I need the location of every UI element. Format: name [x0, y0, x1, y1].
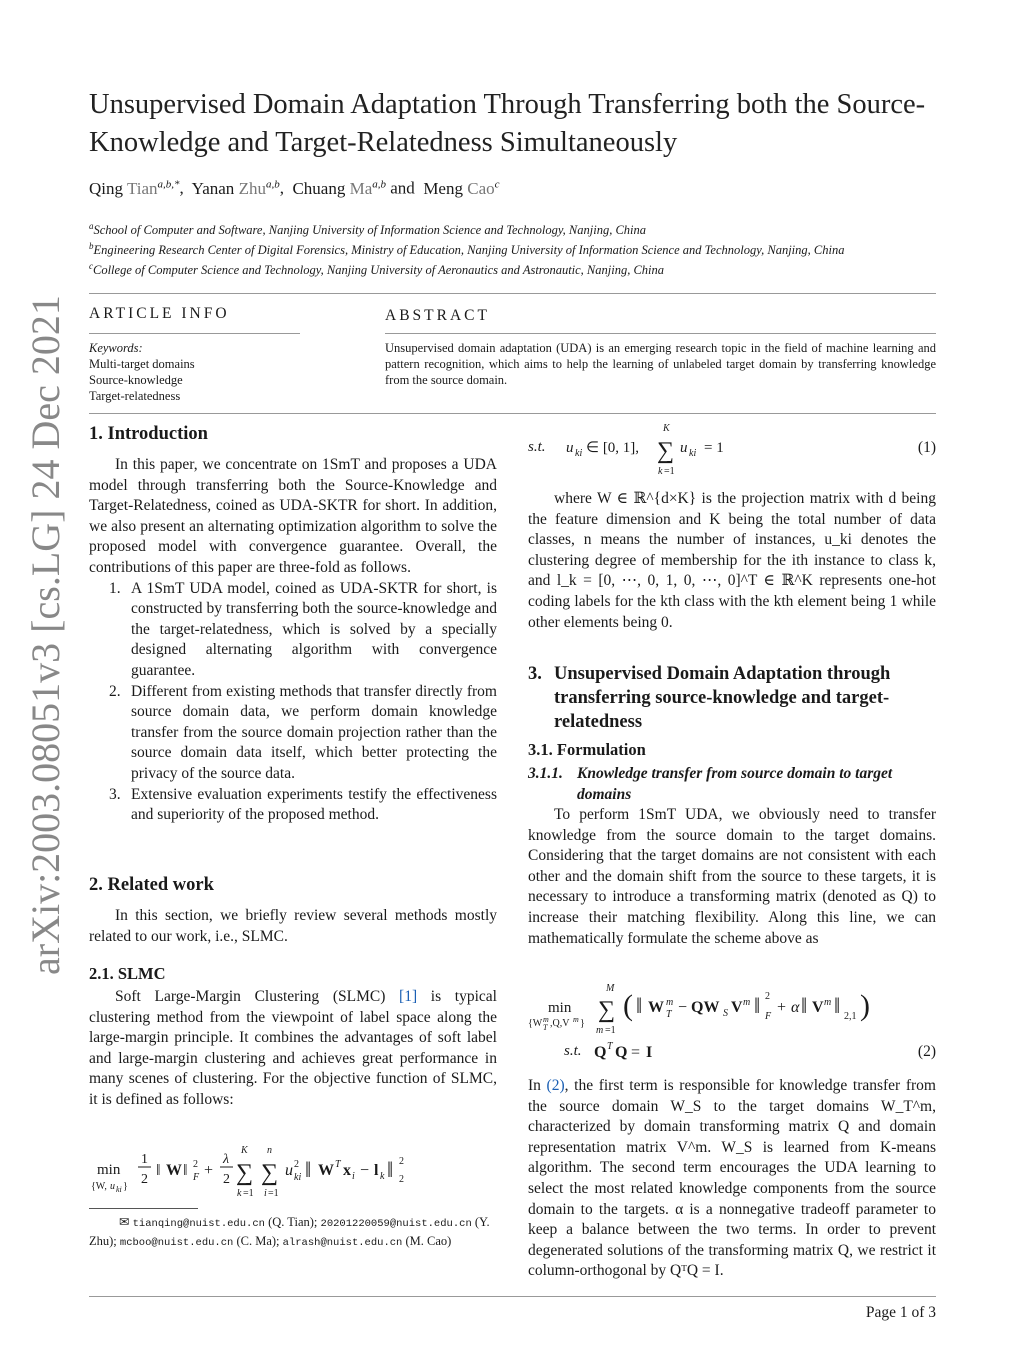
- svg-text:α: α: [791, 999, 800, 1016]
- svg-text:}: }: [123, 1181, 128, 1192]
- svg-text:,Q,V: ,Q,V: [550, 1018, 570, 1029]
- keyword-item: Target-relatedness: [89, 389, 181, 403]
- svg-text:QW: QW: [691, 999, 720, 1016]
- keywords-label: Keywords:: [89, 341, 143, 355]
- footnote: ✉ tianqing@nuist.edu.cn (Q. Tian); 20201220059@nuist.edu.cn (Y. Zhu); mcboo@nuist.edu.cn (C. Ma); alrash@nuist.edu.cn (M. Cao): [89, 1215, 490, 1249]
- svg-text:k: k: [658, 466, 663, 477]
- section-311-body: [528, 805, 936, 949]
- header-divider: [89, 293, 936, 294]
- paper-title: Unsupervised Domain Adaptation Through Transferring both the Source-Knowledge and Target-Relatedness Simultaneously: [89, 89, 926, 158]
- svg-text:=: =: [631, 1044, 641, 1061]
- svg-text:‖: ‖: [754, 993, 761, 1018]
- equation-2: [528, 975, 936, 1067]
- svg-text:‖: ‖: [156, 1162, 161, 1179]
- svg-text:K: K: [241, 1145, 248, 1156]
- abstract-text: Unsupervised domain adaptation (UDA) is an emerging research topic in the field of machine learning and pattern recognition, which aims to help the learning of unlabeled target domain by transferring knowledge from the source domain.: [385, 341, 936, 387]
- svg-text:T: T: [543, 1023, 548, 1032]
- svg-text:}: }: [580, 1018, 585, 1029]
- related-paragraph: In this section, we briefly review several methods mostly related to our work, i.e., SLMC.: [89, 907, 497, 945]
- citation-link[interactable]: [1]: [399, 988, 418, 1005]
- svg-text:M: M: [606, 983, 615, 994]
- svg-text:‖: ‖: [387, 1157, 394, 1182]
- abstract-heading: ABSTRACT: [385, 307, 490, 324]
- svg-text:(: (: [623, 989, 633, 1022]
- equation-1: [528, 418, 936, 480]
- svg-text:−: −: [360, 1162, 370, 1179]
- slmc-objective-equation: [89, 1142, 497, 1202]
- svg-text:T: T: [666, 1009, 672, 1020]
- svg-text:‖: ‖: [183, 1162, 188, 1179]
- svg-text:‖: ‖: [305, 1157, 312, 1182]
- slmc-equation-graphic: [89, 1142, 497, 1202]
- svg-text:m: m: [573, 1015, 579, 1024]
- author-4: Meng Cao$^c$: [423, 178, 500, 198]
- svg-text:‖: ‖: [801, 993, 808, 1018]
- svg-text:V: V: [812, 999, 824, 1016]
- article-info-rule: [89, 333, 300, 334]
- svg-text:Q: Q: [594, 1044, 607, 1061]
- author-1: Qing Tian$^{a,b,*}$: [89, 178, 180, 198]
- svg-text:{W: {W: [528, 1018, 543, 1029]
- equation-1-graphic: [528, 418, 888, 480]
- svg-text:W: W: [318, 1162, 334, 1179]
- subsection-slmc-heading: 2.1. SLMC: [89, 964, 166, 983]
- svg-text:=1: =1: [243, 1188, 254, 1199]
- svg-text:1: 1: [141, 1152, 148, 1167]
- affiliation-a: $^a$School of Computer and Software, Nanjing University of Information Science and Technology, Nanjing, China: [89, 221, 647, 238]
- equation-2-explanation: In (2), the first term is responsible for knowledge transfer from the source domain W_S to the target domains W_T^m, characterized by domain transforming matrix Q and domain representation matrix V^m. W_S is learned from K-means algorithm. The second term encourages the UDA learning to select the most related knowledge components from the source domain to the targets. α is a nonnegative tradeoff parameter to keep a balance between the two terms. In order to prevent degenerated solutions of the transforming matrix Q, we restrict it column-orthogonal by QᵀQ = I.: [528, 1077, 936, 1280]
- svg-text:‖: ‖: [834, 993, 841, 1018]
- svg-text:‖: ‖: [636, 993, 643, 1018]
- keywords-block: [89, 340, 195, 404]
- svg-text:2: 2: [141, 1172, 148, 1187]
- svg-text:∑: ∑: [657, 438, 675, 464]
- slmc-body: [89, 987, 497, 1111]
- svg-text:ki: ki: [689, 448, 697, 459]
- svg-text:2: 2: [399, 1156, 404, 1167]
- svg-text:n: n: [267, 1145, 272, 1156]
- svg-text:ki: ki: [116, 1185, 122, 1194]
- email-icon: ✉: [119, 1215, 130, 1229]
- abstract-rule: [385, 333, 936, 334]
- svg-text:m: m: [596, 1025, 604, 1036]
- variable-definitions: where W ∈ ℝ^{d×K} is the projection matrix with d being the feature dimension and K being the total number of data classes, n means the number of instances, u_ki denotes the clustering degree of membership for the ith instance to class k, and l_k = [0, ⋯, 0, 1, 0, ⋯, 0]^T ∈ ℝ^K represents one-hot coding labels for the kth class with the kth element being 1 while other elements being 0.: [528, 490, 936, 631]
- equation-1-st: s.t.: [528, 439, 546, 455]
- abstract-divider: [89, 413, 936, 414]
- affiliation-c: $^c$College of Computer Science and Technology, Nanjing University of Aeronautics and Astronautic, Nanjing, China: [89, 261, 665, 278]
- svg-text:2: 2: [399, 1174, 404, 1185]
- equation-2-number: (2): [917, 1043, 936, 1060]
- subsection-formulation-heading: 3.1. Formulation: [528, 740, 646, 759]
- equation-1-number: (1): [917, 439, 936, 456]
- section-introduction-heading: 1. Introduction: [89, 424, 208, 444]
- svg-text:W: W: [166, 1162, 182, 1179]
- author-list: Qing Tian$^{a,b,*}$, Yanan Zhu$^{a,b}$, Chuang Ma$^{a,b}$ and Meng Cao$^c$: [89, 178, 500, 198]
- page-number: Page 1 of 3: [865, 1304, 936, 1321]
- contribution-item-1: 1. A 1SmT UDA model, coined as UDA-SKTR for short, is constructed by transferring both the source-knowledge and the target-relatedness, which is solved by a specially designed alternating algorithm with convergence guarantee.: [109, 579, 497, 679]
- email-link[interactable]: mcboo@nuist.edu.cn: [119, 1237, 234, 1249]
- svg-text:l: l: [374, 1162, 379, 1179]
- intro-paragraph: In this paper, we concentrate on 1SmT and proposes a UDA model through transferring both the Source-Knowledge and Target-Relatedness, coined as UDA-SKTR for short. In addition, we also present an alternating optimization algorithm to solve the proposed model with convergence guarantee. Overall, the contributions of this paper are three-fold as follows.: [89, 456, 497, 576]
- equation-2-st: s.t.: [564, 1043, 582, 1059]
- svg-text:k: k: [237, 1188, 242, 1199]
- email-link[interactable]: tianqing@nuist.edu.cn: [132, 1218, 265, 1230]
- equation-ref-link[interactable]: (2): [546, 1077, 565, 1094]
- article-info-heading: ARTICLE INFO: [89, 305, 230, 322]
- related-body: [89, 906, 497, 947]
- contribution-item-3: 3. Extensive evaluation experiments testify the effectiveness and superiority of the proposed method.: [109, 785, 497, 824]
- svg-text:I: I: [646, 1044, 653, 1061]
- equation-2-description: [528, 1076, 936, 1282]
- subsubsection-heading: 3.1.1. Knowledge transfer from source domain to target domains: [528, 765, 893, 803]
- svg-text:−: −: [678, 999, 688, 1016]
- author-2: Yanan Zhu$^{a,b}$: [191, 178, 280, 198]
- svg-text:2: 2: [193, 1159, 198, 1170]
- svg-text:=1: =1: [605, 1025, 616, 1036]
- svg-text:u: u: [566, 440, 574, 456]
- svg-text:T: T: [335, 1159, 341, 1170]
- svg-text:K: K: [663, 423, 670, 434]
- svg-text:∈ [0, 1],: ∈ [0, 1],: [586, 440, 640, 456]
- svg-text:= 1: = 1: [704, 440, 724, 456]
- svg-text:k: k: [380, 1171, 385, 1182]
- svg-text:+: +: [204, 1162, 214, 1179]
- intro-body: [89, 455, 497, 826]
- svg-text:min: min: [97, 1162, 121, 1178]
- svg-text:+: +: [777, 999, 787, 1016]
- affiliation-b: $^b$Engineering Research Center of Digital Forensics, Ministry of Education, Nanjing University of Information Science and Technology, Nanjing, China: [89, 241, 845, 258]
- section-311-paragraph: To perform 1SmT UDA, we obviously need to transfer knowledge from the source domain to the target domains. Considering that the target domains are not consistent with each other and the domain shift from the source to these targets, it is necessary to introduce a transforming matrix (denoted as Q) to increase their matching flexibility. Along this line, we can mathematically formulate the scheme above as: [528, 806, 936, 947]
- svg-text:F: F: [765, 1011, 772, 1022]
- svg-text:i: i: [264, 1188, 267, 1199]
- svg-text:λ: λ: [223, 1152, 230, 1167]
- svg-text:T: T: [607, 1041, 613, 1052]
- svg-text:Q: Q: [615, 1044, 628, 1061]
- svg-text:2: 2: [765, 991, 770, 1002]
- section-3-heading: 3. Unsupervised Domain Adaptation through transferring source-knowledge and target-relatedness: [528, 664, 891, 732]
- svg-text:=1: =1: [268, 1188, 279, 1199]
- svg-text:F: F: [193, 1172, 200, 1183]
- svg-text:ki: ki: [294, 1172, 302, 1183]
- email-link[interactable]: 20201220059@nuist.edu.cn: [320, 1218, 472, 1230]
- svg-text:W: W: [648, 999, 664, 1016]
- svg-text:u: u: [110, 1181, 115, 1192]
- svg-text:): ): [860, 989, 870, 1022]
- section-related-heading: 2. Related work: [89, 875, 214, 895]
- footnote-rule: [89, 1208, 198, 1209]
- arxiv-id: arXiv:2003.08051v3 [cs.LG] 24 Dec 2021: [23, 295, 68, 975]
- svg-text:u: u: [680, 440, 688, 456]
- email-link[interactable]: alrash@nuist.edu.cn: [282, 1237, 403, 1249]
- svg-text:∑: ∑: [261, 1160, 279, 1186]
- keyword-item: Source-knowledge: [89, 373, 183, 387]
- svg-text:i: i: [352, 1171, 355, 1182]
- keyword-item: Multi-target domains: [89, 357, 195, 371]
- svg-text:{W,: {W,: [91, 1181, 107, 1192]
- svg-text:m: m: [666, 997, 674, 1008]
- svg-text:min: min: [548, 1000, 572, 1016]
- svg-text:m: m: [743, 997, 751, 1008]
- svg-text:∑: ∑: [236, 1160, 254, 1186]
- svg-text:u: u: [285, 1162, 293, 1179]
- svg-text:ki: ki: [575, 448, 583, 459]
- svg-text:m: m: [824, 997, 832, 1008]
- svg-text:x: x: [343, 1162, 351, 1179]
- svg-text:V: V: [731, 999, 743, 1016]
- contribution-item-2: 2. Different from existing methods that transfer directly from source domain data, we perform domain knowledge transfer from the source domain projection rather than the source domain data itself, which better protecting the privacy of the source data.: [109, 682, 497, 782]
- svg-text:m: m: [543, 1015, 549, 1024]
- equation-2-graphic: [528, 975, 888, 1067]
- author-3: Chuang Ma$^{a,b}$: [292, 178, 387, 198]
- svg-text:∑: ∑: [598, 997, 616, 1023]
- svg-text:S: S: [723, 1008, 728, 1019]
- svg-text:=1: =1: [664, 466, 675, 477]
- equation-1-description: [528, 489, 936, 633]
- footer-divider: [89, 1296, 936, 1297]
- svg-text:2,1: 2,1: [844, 1011, 857, 1022]
- svg-text:2: 2: [223, 1172, 230, 1187]
- slmc-paragraph: Soft Large-Margin Clustering (SLMC) [1] is typical clustering method from the viewpoint of label space along the large-margin principle. It combines the advantages of soft label and large-margin clustering and achieves great performance in many scenes of clustering. For the objective function of SLMC, it is defined as follows:: [89, 988, 497, 1108]
- svg-text:2: 2: [294, 1159, 299, 1170]
